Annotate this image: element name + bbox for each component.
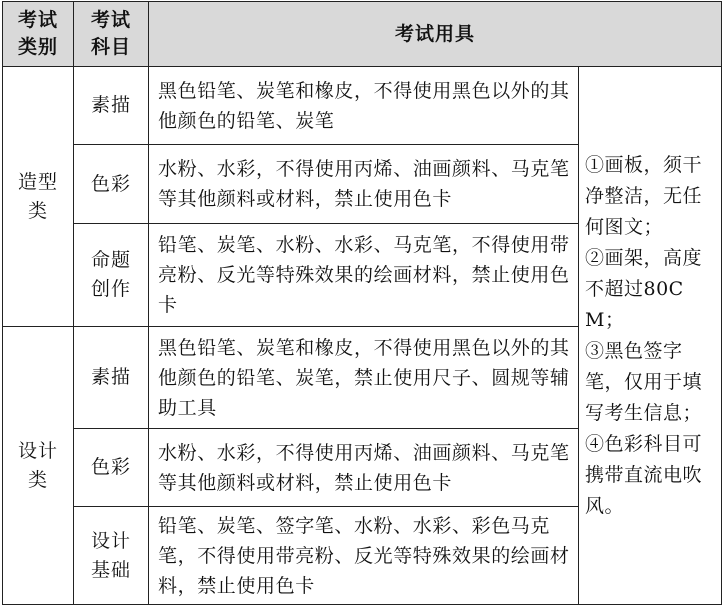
category-label: 造型类 [17,170,58,222]
category-cell-modeling [3,67,74,327]
common-tool-item: ④色彩科目可携带直流电吹风。 [585,432,703,517]
subject-cell [74,429,149,507]
header-subject-line1: 考试 [90,9,131,31]
subject-cell [74,224,149,327]
header-category [3,2,74,67]
header-subject [74,2,149,67]
subject-cell [74,327,149,429]
description-cell: 铅笔、炭笔、签字笔、水粉、水彩、彩色马克笔，不得使用带亮粉、反光等特殊效果的绘画材料，禁止使用色卡 [149,507,579,605]
subject-cell [74,507,149,605]
header-category-line2: 类别 [17,36,58,58]
header-tools: 考试用具 [149,2,722,67]
subject-label: 设计基础 [90,529,131,581]
subject-label: 色彩 [90,456,131,478]
category-label: 设计类 [17,439,58,491]
table-header-row [3,2,722,67]
common-tool-item: ②画架，高度不超过80CM； [585,246,703,331]
subject-label: 素描 [90,366,131,388]
description-cell: 水粉、水彩，不得使用丙烯、油画颜料、马克笔等其他颜料或材料，禁止使用色卡 [149,145,579,224]
description-cell: 水粉、水彩，不得使用丙烯、油画颜料、马克笔等其他颜料或材料，禁止使用色卡 [149,429,579,507]
header-subject-line2: 科目 [90,36,131,58]
common-tools-cell [579,67,722,605]
category-cell-design [3,327,74,605]
subject-label: 素描 [90,94,131,116]
description-cell: 铅笔、炭笔、水粉、水彩、马克笔，不得使用带亮粉、反光等特殊效果的绘画材料，禁止使用色卡 [149,224,579,327]
subject-label: 色彩 [90,172,131,195]
header-category-line1: 考试 [17,9,58,31]
exam-tools-table [2,1,722,605]
common-tool-item: ③黑色签字笔，仅用于填写考生信息； [585,339,703,424]
description-cell: 黑色铅笔、炭笔和橡皮，不得使用黑色以外的其他颜色的铅笔、炭笔，禁止使用尺子、圆规等辅助工具 [149,327,579,429]
description-cell: 黑色铅笔、炭笔和橡皮，不得使用黑色以外的其他颜色的铅笔、炭笔 [149,67,579,145]
subject-cell [74,67,149,145]
subject-label: 命题创作 [90,249,131,300]
subject-cell [74,145,149,224]
common-tool-item: ①画板，须干净整洁，无任何图文； [585,153,703,238]
table-row [3,67,722,145]
